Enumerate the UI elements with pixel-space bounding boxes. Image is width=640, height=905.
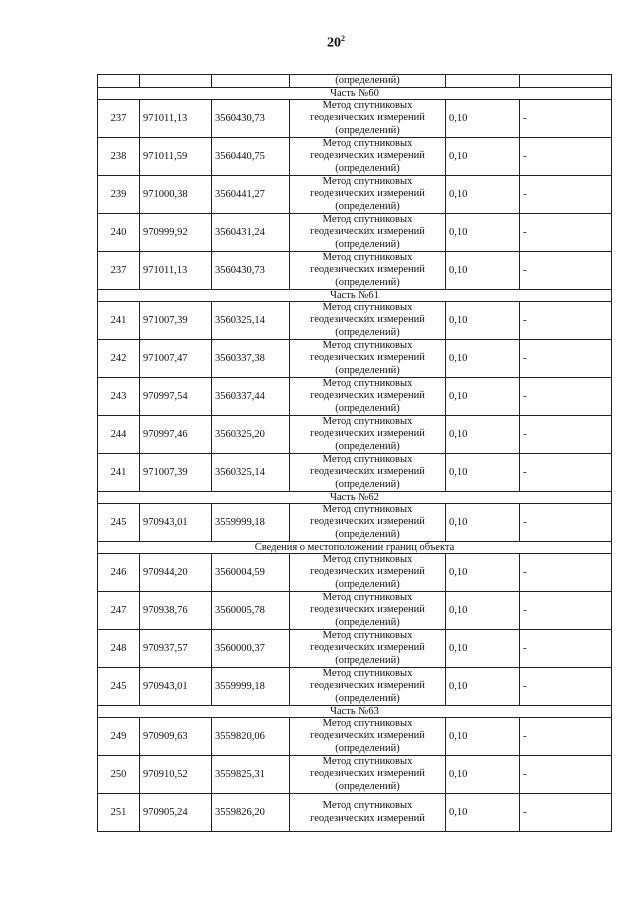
table-row (98, 302, 612, 340)
section-row (98, 88, 612, 100)
cell-accuracy: 0,10 (446, 592, 520, 630)
method-line: геодезических измерений (310, 428, 425, 440)
cell-method (290, 504, 446, 542)
cell-method (290, 756, 446, 794)
cell-x (140, 75, 212, 88)
cell-note: - (520, 340, 612, 378)
cell-point-number: 240 (98, 214, 140, 252)
cell-x: 971000,38 (140, 176, 212, 214)
method-line: Метод спутниковых (322, 416, 413, 428)
cell-x: 971011,59 (140, 138, 212, 176)
table-row (98, 592, 612, 630)
cell-note: - (520, 378, 612, 416)
cell-y: 3560337,38 (212, 340, 290, 378)
cell-note: - (520, 630, 612, 668)
page-number (327, 34, 345, 52)
cell-point-number: 237 (98, 252, 140, 290)
cell-point-number: 241 (98, 302, 140, 340)
cell-point-number: 249 (98, 718, 140, 756)
method-line: геодезических измерений (310, 188, 425, 200)
cell-note: - (520, 138, 612, 176)
cell-y: 3560325,20 (212, 416, 290, 454)
method-line: Метод спутниковых (322, 138, 413, 150)
cell-note: - (520, 794, 612, 832)
cell-point-number: 243 (98, 378, 140, 416)
method-line: (определений) (335, 162, 400, 174)
cell-note: - (520, 504, 612, 542)
cell-x: 970910,52 (140, 756, 212, 794)
cell-note: - (520, 302, 612, 340)
section-title: Сведения о местоположении границ объекта (98, 542, 612, 554)
table-row (98, 630, 612, 668)
method-line: геодезических измерений (310, 768, 425, 780)
cell-method: (определений) (290, 75, 446, 88)
cell-accuracy: 0,10 (446, 454, 520, 492)
cell-point-number: 245 (98, 668, 140, 706)
cell-point-number: 239 (98, 176, 140, 214)
cell-x: 970943,01 (140, 668, 212, 706)
cell-point-number: 238 (98, 138, 140, 176)
cell-method (290, 340, 446, 378)
cell-y: 3560000,37 (212, 630, 290, 668)
method-line: (определений) (335, 578, 400, 590)
method-line: (определений) (335, 742, 400, 754)
cell-accuracy: 0,10 (446, 252, 520, 290)
method-line: Метод спутниковых (322, 454, 413, 466)
section-row (98, 492, 612, 504)
method-line: Метод спутниковых (322, 378, 413, 390)
cell-y: 3560325,14 (212, 302, 290, 340)
method-line: геодезических измерений (310, 466, 425, 478)
method-line: (определений) (335, 654, 400, 666)
cell-point-number: 248 (98, 630, 140, 668)
cell-y (212, 75, 290, 88)
cell-accuracy (446, 75, 520, 88)
section-title: Часть №62 (98, 492, 612, 504)
method-line: Метод спутниковых (322, 100, 413, 112)
cell-x: 970937,57 (140, 630, 212, 668)
cell-accuracy: 0,10 (446, 794, 520, 832)
method-line: Метод спутниковых (322, 504, 413, 516)
method-line: (определений) (335, 616, 400, 628)
table-row (98, 454, 612, 492)
cell-method (290, 592, 446, 630)
section-row (98, 290, 612, 302)
cell-note: - (520, 454, 612, 492)
method-line: (определений) (335, 402, 400, 414)
method-line: (определений) (335, 692, 400, 704)
cell-method (290, 718, 446, 756)
table-row (98, 504, 612, 542)
method-line: (определений) (335, 326, 400, 338)
cell-x: 970997,46 (140, 416, 212, 454)
section-title: Часть №60 (98, 88, 612, 100)
method-line: (определений) (335, 276, 400, 288)
cell-x: 971007,39 (140, 302, 212, 340)
section-row (98, 542, 612, 554)
cell-point-number: 237 (98, 100, 140, 138)
cell-accuracy: 0,10 (446, 554, 520, 592)
method-line: (определений) (335, 528, 400, 540)
cell-y: 3560004,59 (212, 554, 290, 592)
page-number-sup: 2 (341, 34, 345, 43)
cell-method (290, 138, 446, 176)
cell-accuracy: 0,10 (446, 100, 520, 138)
cell-y: 3559820,06 (212, 718, 290, 756)
cell-accuracy: 0,10 (446, 630, 520, 668)
cell-point-number: 251 (98, 794, 140, 832)
cell-x: 971011,13 (140, 100, 212, 138)
cell-y: 3559825,31 (212, 756, 290, 794)
table-row (98, 100, 612, 138)
cell-accuracy: 0,10 (446, 668, 520, 706)
cell-y: 3560431,24 (212, 214, 290, 252)
cell-point-number: 241 (98, 454, 140, 492)
cell-y: 3559999,18 (212, 668, 290, 706)
cell-accuracy: 0,10 (446, 416, 520, 454)
method-line: геодезических измерений (310, 516, 425, 528)
cell-method (290, 668, 446, 706)
table-row (98, 416, 612, 454)
cell-method (290, 630, 446, 668)
method-line: геодезических измерений (310, 112, 425, 124)
method-line: геодезических измерений (310, 566, 425, 578)
section-row (98, 706, 612, 718)
cell-y: 3560430,73 (212, 100, 290, 138)
section-title: Часть №63 (98, 706, 612, 718)
cell-y: 3560440,75 (212, 138, 290, 176)
cell-method (290, 214, 446, 252)
cell-x: 971011,13 (140, 252, 212, 290)
table-row (98, 378, 612, 416)
continuation-row (98, 75, 612, 88)
method-line: Метод спутниковых (322, 630, 413, 642)
cell-y: 3560430,73 (212, 252, 290, 290)
cell-note: - (520, 668, 612, 706)
cell-note: - (520, 252, 612, 290)
method-line: Метод спутниковых (322, 340, 413, 352)
table-row (98, 138, 612, 176)
method-line: геодезических измерений (310, 390, 425, 402)
cell-point-number: 247 (98, 592, 140, 630)
cell-method (290, 554, 446, 592)
method-line: геодезических измерений (310, 680, 425, 692)
cell-y: 3560441,27 (212, 176, 290, 214)
method-line: (определений) (335, 478, 400, 490)
cell-x: 970999,92 (140, 214, 212, 252)
method-line: геодезических измерений (310, 604, 425, 616)
method-line: геодезических измерений (310, 642, 425, 654)
cell-note: - (520, 554, 612, 592)
table-row (98, 668, 612, 706)
cell-x: 970938,76 (140, 592, 212, 630)
method-line: геодезических измерений (310, 226, 425, 238)
cell-accuracy: 0,10 (446, 756, 520, 794)
method-line: Метод спутниковых (322, 668, 413, 680)
cell-x: 970997,54 (140, 378, 212, 416)
method-line: Метод спутниковых (322, 592, 413, 604)
cell-accuracy: 0,10 (446, 718, 520, 756)
method-line: геодезических измерений (310, 812, 425, 824)
method-line: Метод спутниковых (322, 718, 413, 730)
cell-num (98, 75, 140, 88)
method-line: (определений) (335, 200, 400, 212)
cell-method (290, 252, 446, 290)
cell-note (520, 75, 612, 88)
method-line: Метод спутниковых (322, 756, 413, 768)
cell-note: - (520, 416, 612, 454)
cell-method (290, 416, 446, 454)
cell-accuracy: 0,10 (446, 214, 520, 252)
cell-method (290, 454, 446, 492)
table-row (98, 252, 612, 290)
method-line: Метод спутниковых (322, 800, 413, 812)
cell-y: 3560337,44 (212, 378, 290, 416)
method-line: геодезических измерений (310, 352, 425, 364)
method-line: Метод спутниковых (322, 252, 413, 264)
method-line: (определений) (335, 124, 400, 136)
cell-y: 3559826,20 (212, 794, 290, 832)
cell-point-number: 242 (98, 340, 140, 378)
cell-x: 971007,39 (140, 454, 212, 492)
coordinates-table (97, 74, 612, 832)
method-line: Метод спутниковых (322, 176, 413, 188)
cell-point-number: 246 (98, 554, 140, 592)
method-line: (определений) (335, 780, 400, 792)
table-row (98, 176, 612, 214)
cell-note: - (520, 718, 612, 756)
cell-method (290, 176, 446, 214)
cell-point-number: 245 (98, 504, 140, 542)
cell-note: - (520, 100, 612, 138)
method-line: Метод спутниковых (322, 214, 413, 226)
cell-note: - (520, 592, 612, 630)
cell-accuracy: 0,10 (446, 138, 520, 176)
cell-x: 970905,24 (140, 794, 212, 832)
table-row (98, 794, 612, 832)
cell-point-number: 250 (98, 756, 140, 794)
page-number-main: 20 (327, 35, 341, 51)
cell-method (290, 794, 446, 832)
cell-x: 970944,20 (140, 554, 212, 592)
method-line: (определений) (335, 440, 400, 452)
method-line: Метод спутниковых (322, 302, 413, 314)
cell-method (290, 302, 446, 340)
cell-point-number: 244 (98, 416, 140, 454)
cell-y: 3559999,18 (212, 504, 290, 542)
cell-accuracy: 0,10 (446, 302, 520, 340)
cell-x: 970909,63 (140, 718, 212, 756)
section-title: Часть №61 (98, 290, 612, 302)
cell-accuracy: 0,10 (446, 504, 520, 542)
method-line: (определений) (335, 364, 400, 376)
table-row (98, 554, 612, 592)
table-row (98, 340, 612, 378)
cell-method (290, 100, 446, 138)
cell-method (290, 378, 446, 416)
cell-note: - (520, 756, 612, 794)
cell-accuracy: 0,10 (446, 378, 520, 416)
cell-y: 3560005,78 (212, 592, 290, 630)
method-line: геодезических измерений (310, 264, 425, 276)
cell-accuracy: 0,10 (446, 176, 520, 214)
cell-note: - (520, 176, 612, 214)
method-line: геодезических измерений (310, 314, 425, 326)
cell-accuracy: 0,10 (446, 340, 520, 378)
coordinates-table-body (98, 75, 612, 832)
table-row (98, 756, 612, 794)
method-line: Метод спутниковых (322, 554, 413, 566)
cell-x: 971007,47 (140, 340, 212, 378)
cell-note: - (520, 214, 612, 252)
table-row (98, 214, 612, 252)
method-line: геодезических измерений (310, 150, 425, 162)
method-line: геодезических измерений (310, 730, 425, 742)
method-line: (определений) (335, 238, 400, 250)
cell-x: 970943,01 (140, 504, 212, 542)
table-row (98, 718, 612, 756)
cell-y: 3560325,14 (212, 454, 290, 492)
